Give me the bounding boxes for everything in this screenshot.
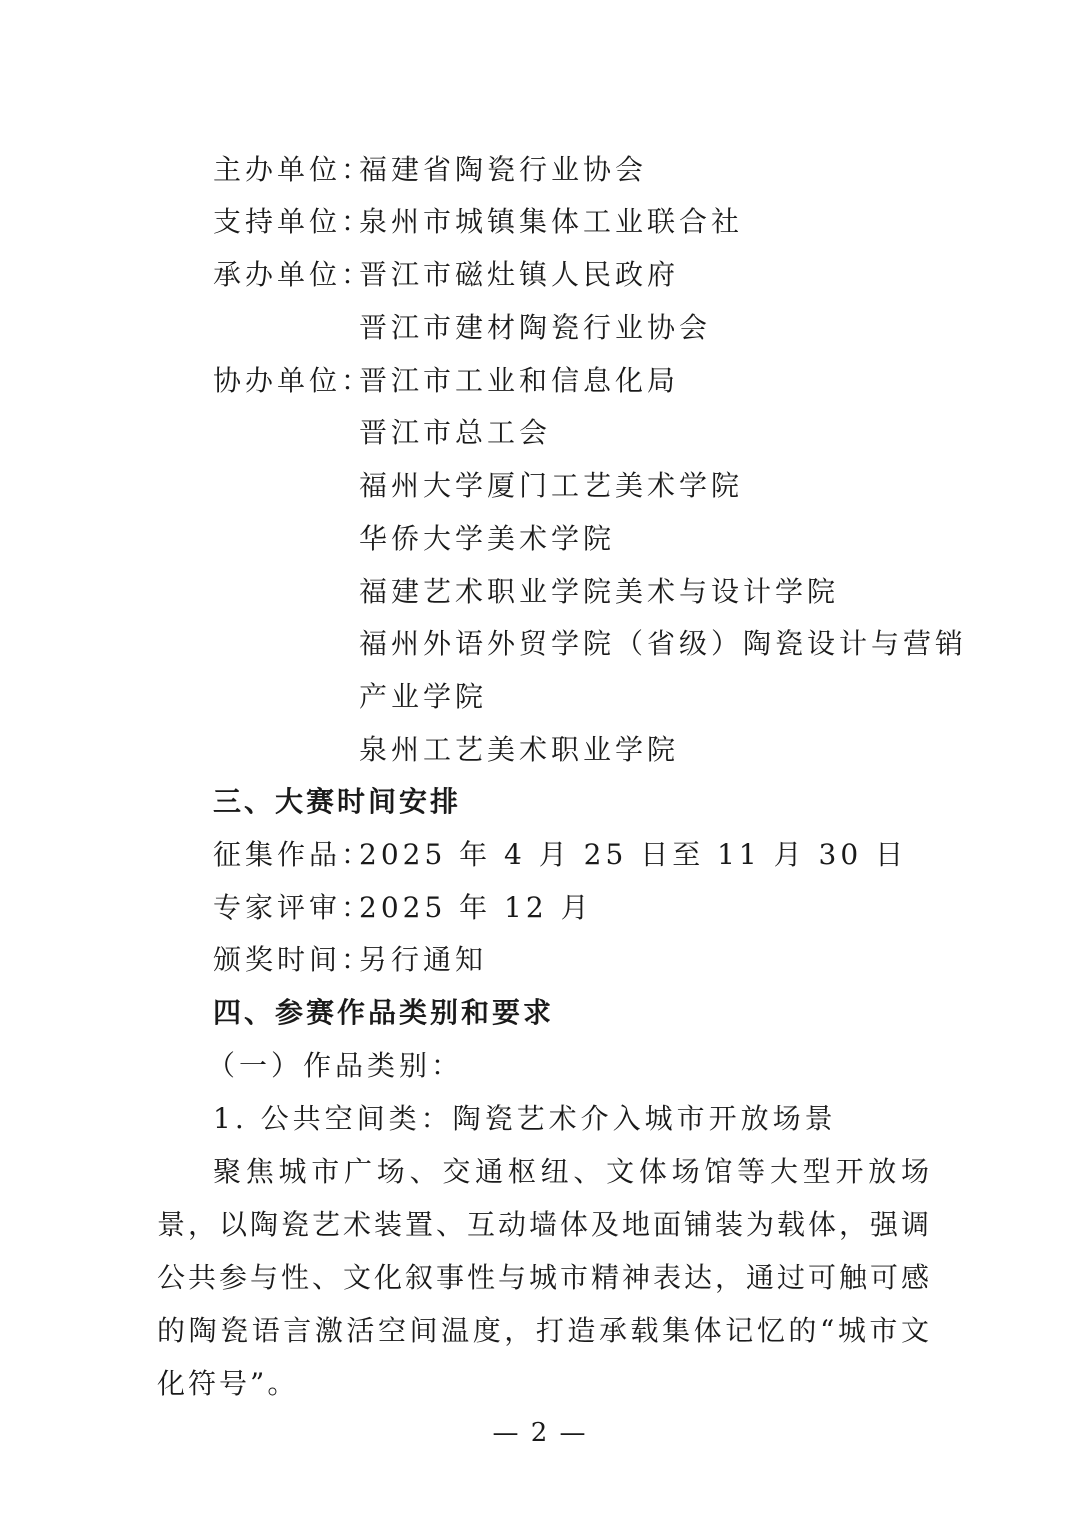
organizer-label: 协办单位：	[213, 364, 374, 397]
schedule-label: 征集作品：	[213, 838, 374, 871]
organizer-row-co-4	[359, 522, 615, 556]
organizer-row-support	[213, 205, 744, 239]
organizer-row-co-5	[359, 575, 839, 609]
section3-heading: 三、大赛时间安排	[213, 785, 462, 818]
schedule-row-review	[213, 891, 593, 925]
schedule-value: 另行通知	[359, 943, 488, 976]
section4-heading: 四、参赛作品类别和要求	[213, 996, 555, 1029]
organizer-row-undertake-2	[359, 311, 711, 345]
organizer-value: 福建艺术职业学院美术与设计学院	[359, 575, 840, 608]
category-1-title: 1. 公共空间类：陶瓷艺术介入城市开放场景	[213, 1102, 837, 1135]
organizer-row-co-7	[359, 680, 487, 714]
organizer-value: 晋江市总工会	[359, 416, 552, 449]
organizer-row-host	[213, 153, 648, 187]
schedule-label: 专家评审：	[213, 891, 374, 924]
organizer-label: 承办单位：	[213, 258, 374, 291]
schedule-value: 2025 年 12 月	[359, 891, 593, 924]
page-number: — 2 —	[492, 1418, 588, 1448]
organizer-value: 福州大学厦门工艺美术学院	[359, 469, 744, 502]
organizer-row-co	[213, 364, 680, 398]
schedule-row-award	[213, 943, 488, 977]
organizer-row-co-8	[359, 733, 679, 767]
organizer-row-co-2	[359, 416, 551, 450]
organizer-value: 泉州工艺美术职业学院	[359, 733, 680, 766]
organizer-row-co-6	[359, 627, 967, 661]
organizer-value: 晋江市工业和信息化局	[359, 364, 680, 397]
organizer-value: 产业学院	[359, 680, 488, 713]
organizer-label: 主办单位：	[213, 153, 374, 186]
schedule-value: 2025 年 4 月 25 日至 11 月 30 日	[359, 838, 908, 871]
organizer-value: 华侨大学美术学院	[359, 522, 616, 555]
organizer-label: 支持单位：	[213, 205, 374, 238]
category-1-description: 聚焦城市广场、交通枢纽、文体场馆等大型开放场景，以陶瓷艺术装置、互动墙体及地面铺装为载体，强调公共参与性、文化叙事性与城市精神表达，通过可触可感的陶瓷语言激活空间温度，打造承载集体记忆的“城市文化符号”。	[157, 1155, 933, 1400]
organizer-row-co-3	[359, 469, 743, 503]
organizer-value: 晋江市磁灶镇人民政府	[359, 258, 680, 291]
schedule-label: 颁奖时间：	[213, 943, 374, 976]
organizer-value: 福建省陶瓷行业协会	[359, 153, 648, 186]
organizer-value: 泉州市城镇集体工业联合社	[359, 205, 744, 238]
organizer-value: 晋江市建材陶瓷行业协会	[359, 311, 712, 344]
schedule-row-collect	[213, 838, 908, 872]
organizer-value: 福州外语外贸学院（省级）陶瓷设计与营销	[359, 627, 968, 660]
organizer-row-undertake	[213, 258, 680, 292]
section4-subheading: （一）作品类别：	[207, 1049, 464, 1082]
